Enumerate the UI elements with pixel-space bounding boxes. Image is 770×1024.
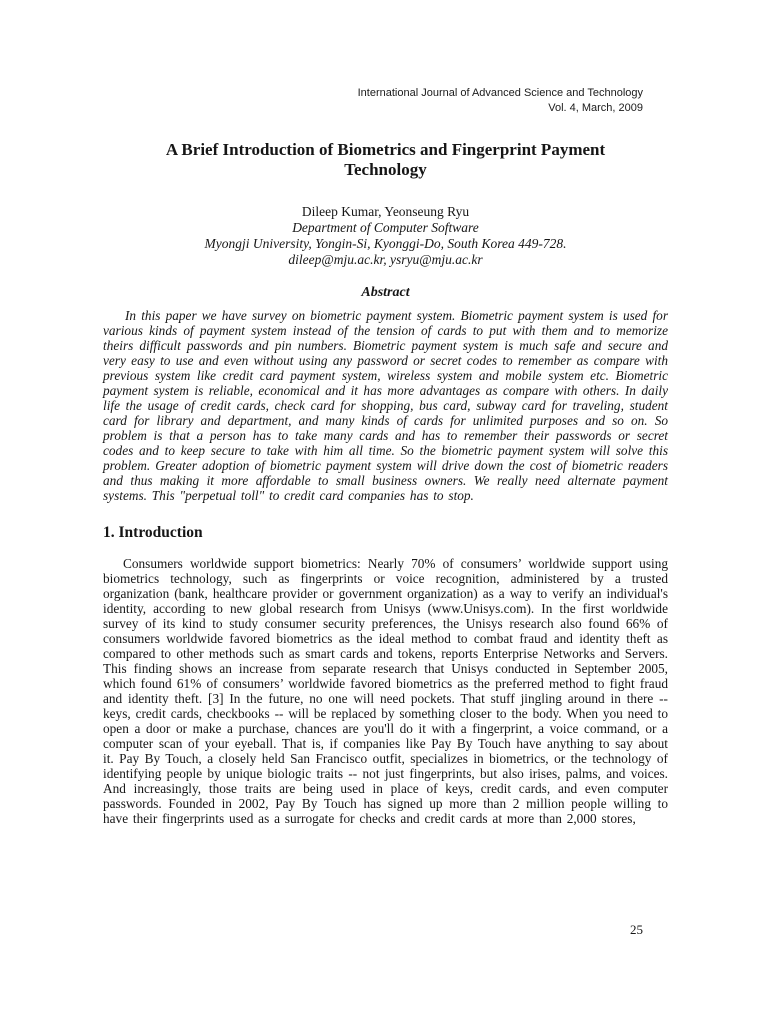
paper-title: A Brief Introduction of Biometrics and Fingerprint Payment Technology	[165, 140, 606, 179]
page-content	[103, 0, 668, 937]
authors-block	[103, 204, 668, 268]
journal-volume: Vol. 4, March, 2009	[548, 102, 643, 114]
author-department: Department of Computer Software	[292, 220, 479, 235]
journal-name: International Journal of Advanced Science and Technology	[357, 87, 643, 99]
abstract-heading: Abstract	[361, 285, 410, 300]
page-number: 25	[630, 922, 643, 937]
introduction-paragraph: Consumers worldwide support biometrics: Nearly 70% of consumers’ worldwide support using biometrics technology, such as fingerprints or voice recognition, administered by a trusted organization (bank, healthcare provider or government organization) as a way to verify an individual's identity, according to new global research from Unisys (www.Unisys.com). In the first worldwide survey of its kind to study consumer security preferences, the Unisys research also found 66% of consumers worldwide favored biometrics as the ideal method to combat fraud and identity theft as compared to other methods such as smart cards and tokens, reports Enterprise Networks and Servers. This finding shows an increase from separate research that Unisys conducted in September 2005, which found 61% of consumers’ worldwide favored biometrics as the preferred method to fight fraud and identity theft. [3] In the future, no one will need pockets. That stuff jingling around in there -- keys, credit cards, checkbooks -- will be replaced by something closer to the body. When you need to open a door or make a purchase, chances are you'll do it with a fingerprint, a voice command, or a computer scan of your eyeball. That is, if companies like Pay By Touch have anything to say about it. Pay By Touch, a closely held San Francisco outfit, specializes in biometrics, or the technology of identifying people by unique biologic traits -- not just fingerprints, but also irises, palms, and voices. And increasingly, those traits are being used in place of keys, credit cards, and even computer passwords. Founded in 2002, Pay By Touch has signed up more than 2 million people willing to have their fingerprints used as a surrogate for checks and credit cards at more than 2,000 stores,	[103, 556, 668, 826]
author-affiliation: Myongji University, Yongin-Si, Kyonggi-Do, South Korea 449-728.	[204, 236, 567, 251]
abstract-text: In this paper we have survey on biometric payment system. Biometric payment system is used for various kinds of payment system instead of the tension of cards to put with them and to memorize theirs difficult passwords and pin numbers. Biometric payment system is much safe and secure and very easy to use and even without using any password or secret codes to remember as compare with previous system like credit card payment system, wireless system and mobile system etc. Biometric payment system is reliable, economical and it has more advantages as compare with others. In daily life the usage of credit cards, check card for shopping, bus card, subway card for traveling, student card for library and department, and many kinds of cards for unlimited purposes and so on. So problem is that a person has to take many cards and has to remember their passwords or secret codes and to keep secure to take with him all time. So the biometric payment system will solve this problem. Greater adoption of biometric payment system will drive down the cost of biometric readers and thus making it more affordable to small business owners. We really need alternate payment systems. This "perpetual toll" to credit card companies has to stop.	[103, 308, 668, 503]
author-names: Dileep Kumar, Yeonseung Ryu	[301, 204, 470, 219]
journal-header	[103, 86, 668, 116]
section-heading-introduction: 1. Introduction	[103, 524, 203, 541]
author-emails: dileep@mju.ac.kr, ysryu@mju.ac.kr	[288, 252, 483, 267]
